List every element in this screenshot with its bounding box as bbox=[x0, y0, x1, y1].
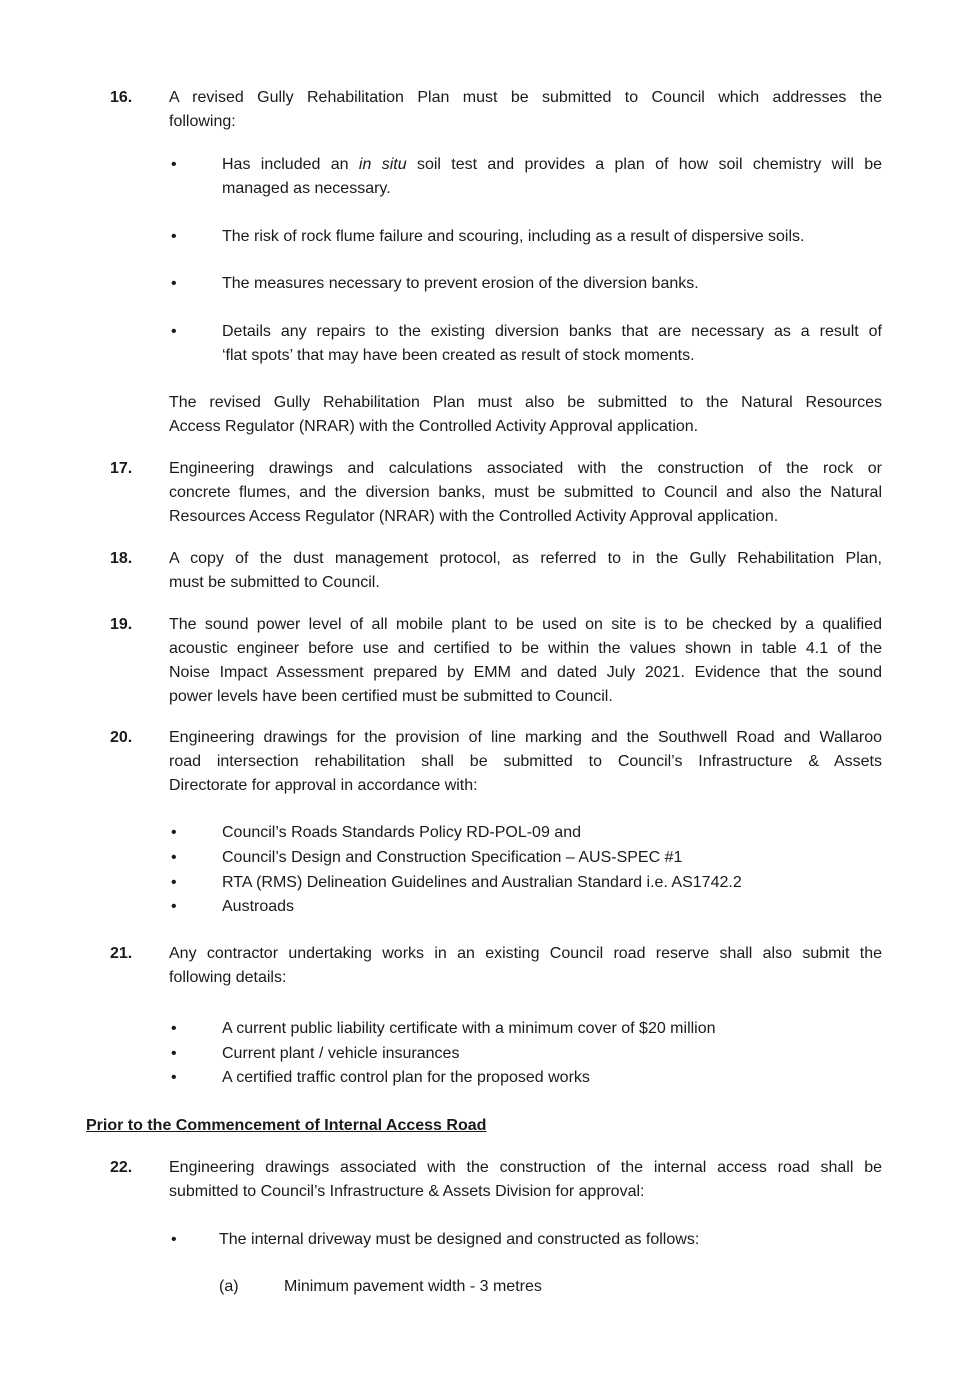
condition-16-bullet-4 bbox=[222, 320, 882, 368]
bullet-icon: • bbox=[171, 275, 177, 292]
bullet-icon: • bbox=[171, 1069, 177, 1086]
text-line: Engineering drawings associated with the construction of the internal access road shall be bbox=[169, 1159, 882, 1176]
text-line: Directorate for approval in accordance with: bbox=[169, 777, 478, 794]
bullet-icon: • bbox=[171, 849, 177, 866]
condition-20-bullet-1: Council’s Roads Standards Policy RD-POL-09 and bbox=[222, 824, 581, 841]
bullet-icon: • bbox=[171, 228, 177, 245]
text-segment: soil test and provides a plan of how soil chemistry will be bbox=[406, 156, 883, 173]
condition-21-bullet-1: A current public liability certificate with a minimum cover of $20 million bbox=[222, 1020, 716, 1037]
condition-18-text bbox=[169, 547, 882, 595]
text-line: A revised Gully Rehabilitation Plan must be submitted to Council which addresses the bbox=[169, 89, 882, 106]
bullet-icon: • bbox=[171, 898, 177, 915]
condition-number-16: 16. bbox=[110, 89, 133, 106]
text-line: ‘flat spots’ that may have been created as result of stock moments. bbox=[222, 347, 695, 364]
condition-number-17: 17. bbox=[110, 460, 133, 477]
text-line bbox=[222, 153, 882, 177]
condition-number-21: 21. bbox=[110, 945, 133, 962]
condition-16-bullet-3: The measures necessary to prevent erosion of the diversion banks. bbox=[222, 275, 699, 292]
section-heading: Prior to the Commencement of Internal Access Road bbox=[86, 1117, 487, 1134]
bullet-icon: • bbox=[171, 323, 177, 340]
text-line: A copy of the dust management protocol, as referred to in the Gully Rehabilitation Plan, bbox=[169, 550, 882, 567]
condition-16-bullet-2: The risk of rock flume failure and scouring, including as a result of dispersive soils. bbox=[222, 228, 805, 245]
bullet-icon: • bbox=[171, 824, 177, 841]
text-line: concrete flumes, and the diversion banks, must be submitted to Council and also the Natural bbox=[169, 484, 882, 501]
text-line: Engineering drawings for the provision of line marking and the Southwell Road and Wallaroo bbox=[169, 729, 882, 746]
sub-item-label: (a) bbox=[219, 1278, 239, 1295]
condition-20-bullet-4: Austroads bbox=[222, 898, 295, 915]
condition-22-text bbox=[169, 1156, 882, 1204]
condition-16-outro bbox=[169, 391, 882, 439]
text-line: Access Regulator (NRAR) with the Controlled Activity Approval application. bbox=[169, 418, 699, 435]
text-line: managed as necessary. bbox=[222, 180, 391, 197]
condition-20-bullet-3: RTA (RMS) Delineation Guidelines and Australian Standard i.e. AS1742.2 bbox=[222, 874, 742, 891]
bullet-icon: • bbox=[171, 156, 177, 173]
bullet-icon: • bbox=[171, 874, 177, 891]
text-line: Noise Impact Assessment prepared by EMM and dated July 2021. Evidence that the sound bbox=[169, 664, 882, 681]
text-line: acoustic engineer before use and certified to be within the values shown in table 4.1 of the bbox=[169, 640, 882, 657]
text-line: Resources Access Regulator (NRAR) with the Controlled Activity Approval application. bbox=[169, 508, 779, 525]
condition-number-19: 19. bbox=[110, 616, 133, 633]
bullet-icon: • bbox=[171, 1231, 177, 1248]
text-line: The revised Gully Rehabilitation Plan must also be submitted to the Natural Resources bbox=[169, 394, 882, 411]
condition-17-text bbox=[169, 457, 882, 529]
bullet-icon: • bbox=[171, 1020, 177, 1037]
text-segment: Has included an bbox=[222, 156, 359, 173]
text-line: following details: bbox=[169, 969, 287, 986]
condition-number-22: 22. bbox=[110, 1159, 133, 1176]
text-line: submitted to Council’s Infrastructure & Assets Division for approval: bbox=[169, 1183, 645, 1200]
condition-21-bullet-3: A certified traffic control plan for the proposed works bbox=[222, 1069, 590, 1086]
condition-16-bullet-1 bbox=[222, 153, 882, 201]
italic-text: in situ bbox=[358, 156, 407, 173]
condition-16-intro bbox=[169, 86, 882, 134]
text-line: following: bbox=[169, 113, 236, 130]
condition-number-18: 18. bbox=[110, 550, 133, 567]
condition-20-text bbox=[169, 726, 882, 798]
text-line: Engineering drawings and calculations associated with the construction of the rock or bbox=[169, 460, 882, 477]
condition-21-text bbox=[169, 942, 882, 990]
text-line: Any contractor undertaking works in an existing Council road reserve shall also submit the bbox=[169, 945, 882, 962]
condition-22-bullet-1: The internal driveway must be designed and constructed as follows: bbox=[219, 1231, 700, 1248]
condition-21-bullet-2: Current plant / vehicle insurances bbox=[222, 1045, 460, 1062]
bullet-icon: • bbox=[171, 1045, 177, 1062]
sub-item-text: Minimum pavement width - 3 metres bbox=[284, 1278, 542, 1295]
text-line: Details any repairs to the existing diversion banks that are necessary as a result of bbox=[222, 323, 882, 340]
text-line: The sound power level of all mobile plant to be used on site is to be checked by a qualified bbox=[169, 616, 882, 633]
text-line: power levels have been certified must be submitted to Council. bbox=[169, 688, 613, 705]
text-line: must be submitted to Council. bbox=[169, 574, 380, 591]
text-line: road intersection rehabilitation shall be submitted to Council’s Infrastructure & Assets bbox=[169, 753, 882, 770]
condition-19-text bbox=[169, 613, 882, 709]
condition-number-20: 20. bbox=[110, 729, 133, 746]
condition-20-bullet-2: Council’s Design and Construction Specification – AUS-SPEC #1 bbox=[222, 849, 683, 866]
